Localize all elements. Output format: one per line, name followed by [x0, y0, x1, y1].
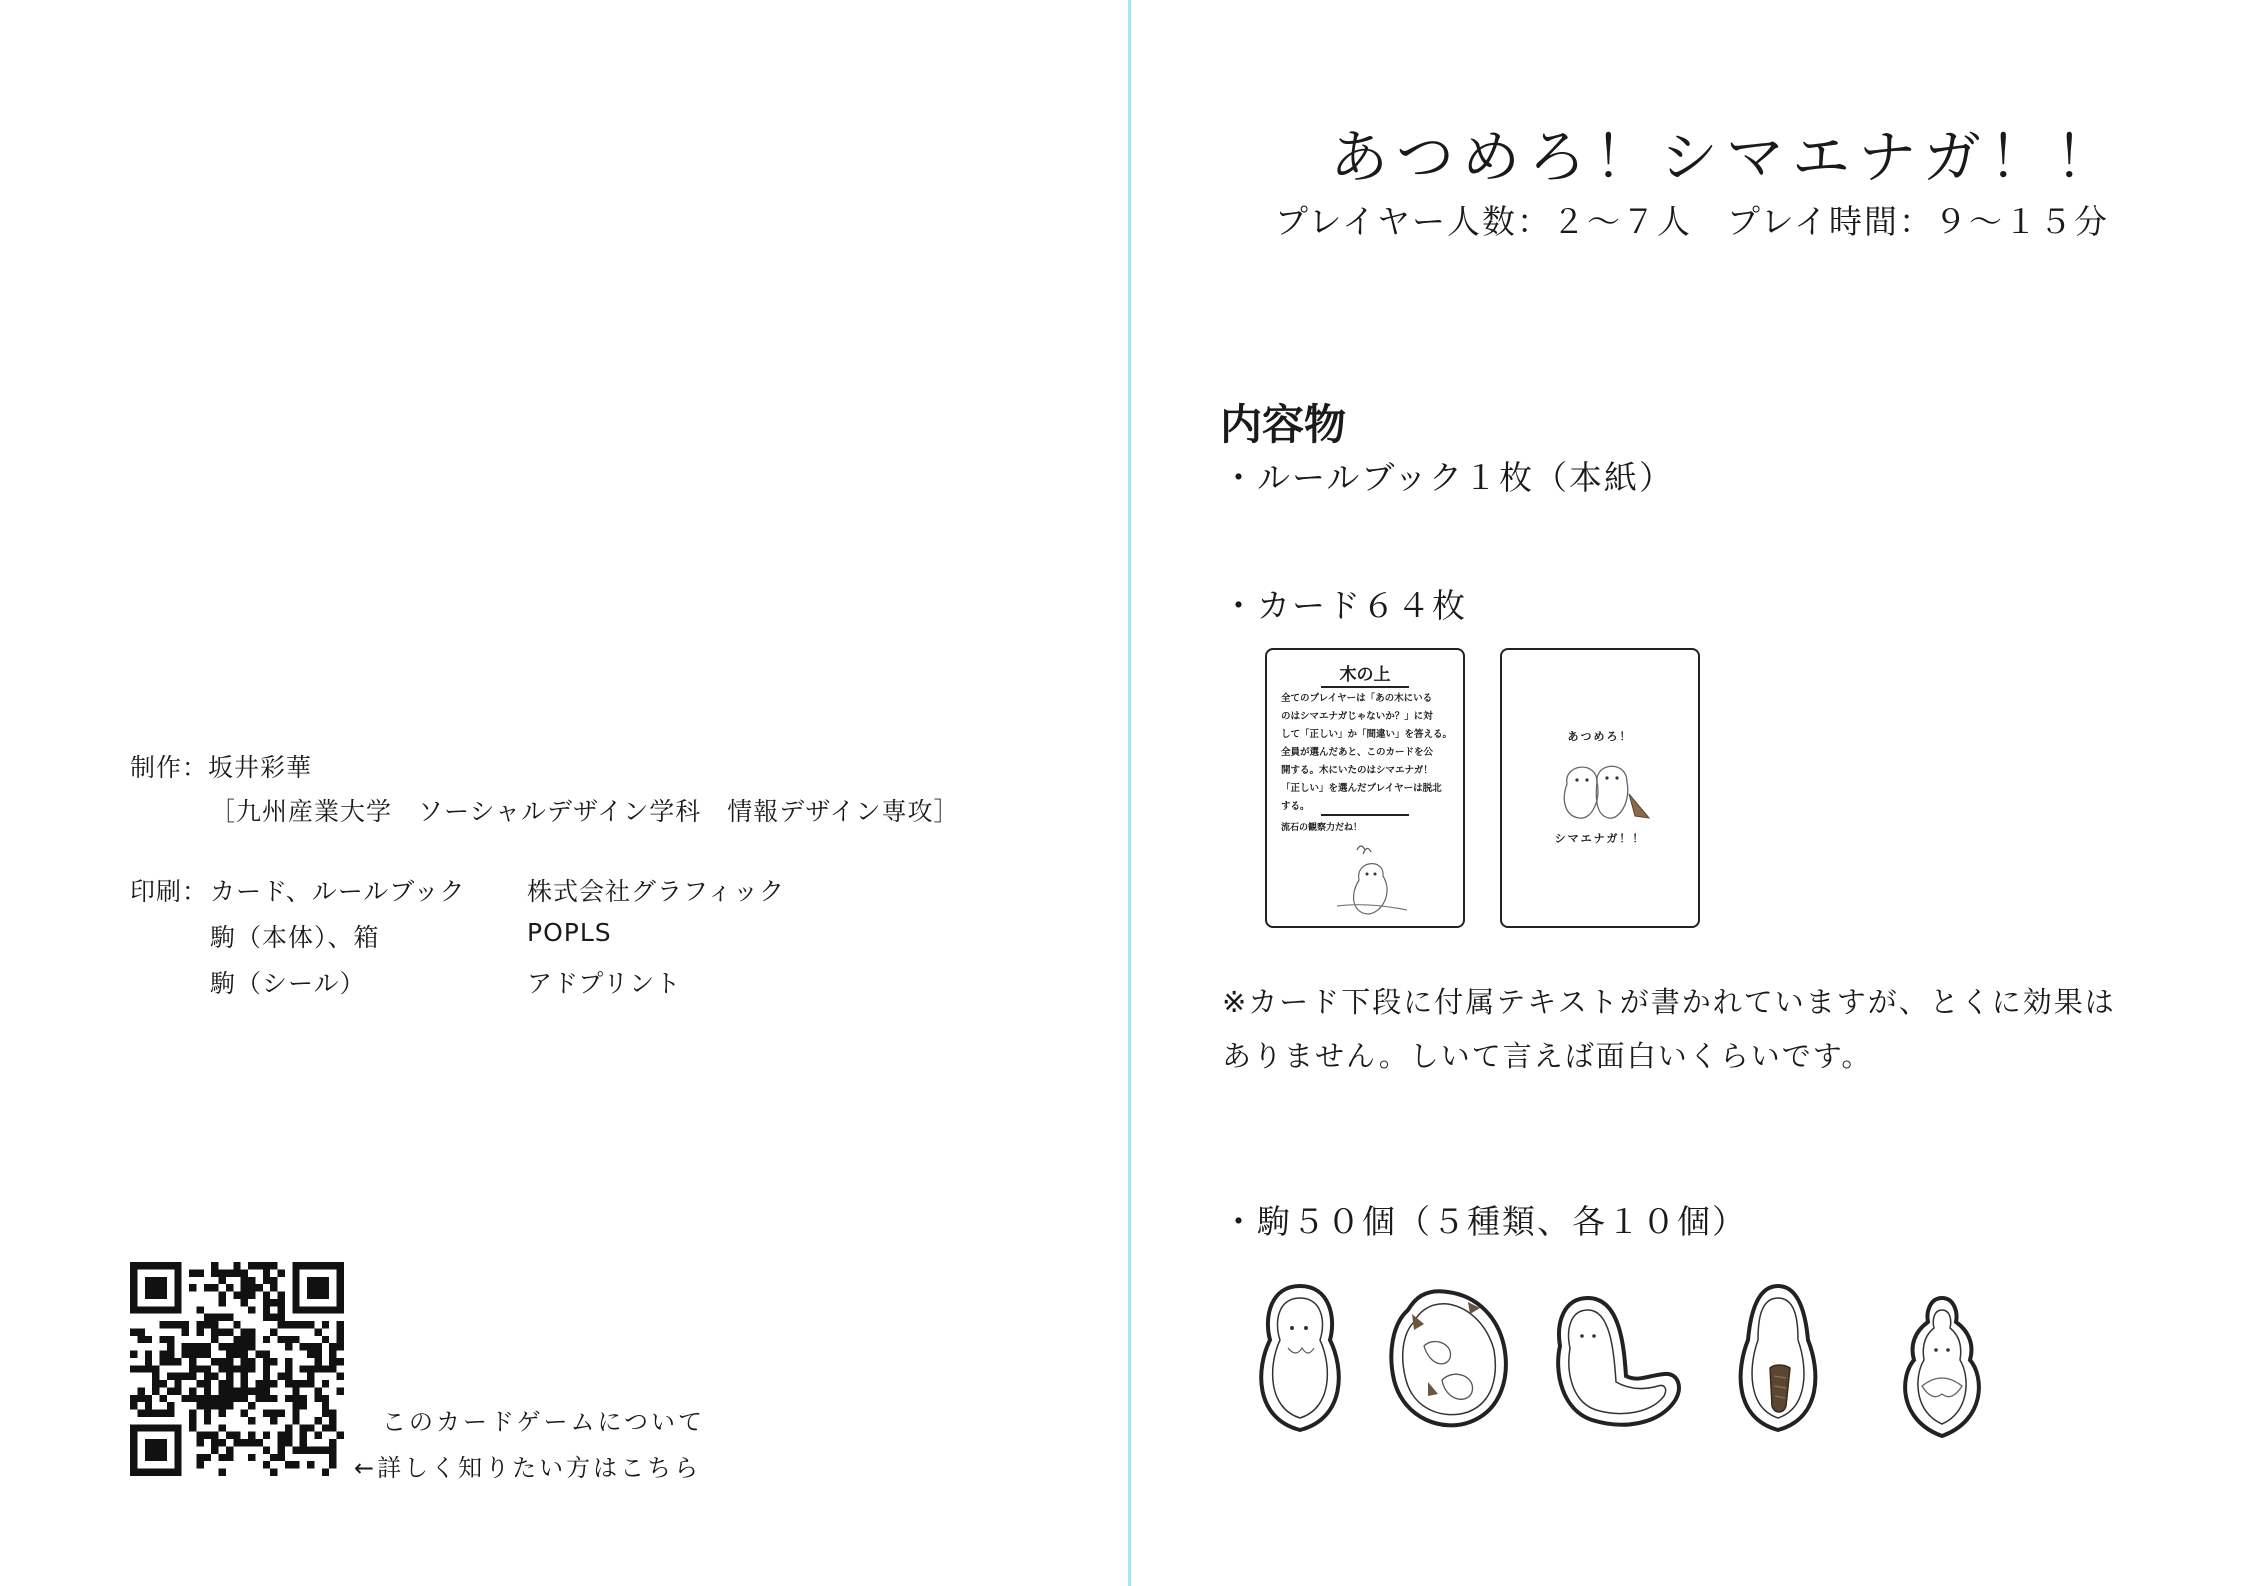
- qr-code-icon[interactable]: [130, 1262, 344, 1476]
- card-body-line: 全員が選んだあと、このカードを公: [1281, 747, 1434, 758]
- piece-seed-icon: [1728, 1278, 1828, 1438]
- item-rulebook: ・ルールブック１枚（本紙）: [1222, 458, 1675, 497]
- print-item-3: 駒（シール）: [210, 969, 366, 998]
- card-front-rule: [1321, 814, 1409, 816]
- card-back-top-text: あつめろ！: [1567, 730, 1633, 743]
- card-front-title-rule: [1321, 686, 1409, 688]
- production-name: 坂井彩華: [208, 753, 313, 782]
- two-birds-icon: [1557, 754, 1657, 826]
- bird-on-branch-icon: [1337, 840, 1407, 920]
- card-front: [1265, 648, 1465, 928]
- card-body-line: のはシマエナガじゃないか？」に対: [1281, 711, 1433, 722]
- page-divider: [1128, 0, 1131, 1586]
- production-affiliation: ［九州産業大学 ソーシャルデザイン学科 情報デザイン専攻］: [210, 797, 960, 826]
- print-item-1: カード、ルールブック: [210, 877, 466, 906]
- card-body-line: して「正しい」か「間違い」を答える。: [1281, 729, 1453, 740]
- production-label: 制作：: [130, 753, 209, 782]
- qr-caption-line2: ←詳しく知りたい方はこちら: [354, 1454, 702, 1482]
- piece-round-icon: [1384, 1284, 1512, 1434]
- card-body-line: 全てのプレイヤーは「あの木にいる: [1281, 693, 1433, 704]
- print-vendor-1: 株式会社グラフィック: [527, 877, 786, 906]
- card-body-line: 「正しい」を選んだプレイヤーは脱北: [1281, 783, 1442, 794]
- contents-heading: 内容物: [1220, 400, 1347, 449]
- card-back-bottom-text: シマエナガ！！: [1554, 832, 1646, 845]
- card-front-footer: 流石の観察力だね！: [1281, 823, 1363, 833]
- game-subtitle: プレイヤー人数：２～７人 プレイ時間：９～１５分: [1275, 202, 2110, 241]
- piece-flower-icon: [1892, 1290, 1992, 1444]
- print-vendor-3: アドプリント: [527, 969, 682, 998]
- card-note-line1: ※カード下段に付属テキストが書かれていますが、とくに効果は: [1222, 985, 2116, 1019]
- qr-caption-line1: このカードゲームについて: [382, 1408, 706, 1436]
- piece-bird-icon: [1250, 1278, 1350, 1438]
- print-label: 印刷：: [130, 877, 209, 906]
- piece-long-bird-icon: [1548, 1290, 1688, 1432]
- card-note-line2: ありません。しいて言えば面白いくらいです。: [1222, 1039, 1873, 1073]
- item-pieces: ・駒５０個（５種類、各１０個）: [1222, 1202, 1747, 1241]
- print-vendor-2: POPLS: [527, 918, 612, 947]
- card-body-line: 開する。木にいたのはシマエナガ！: [1281, 765, 1433, 776]
- game-title: あつめろ！シマエナガ！！: [1330, 123, 2121, 191]
- card-front-body: [1281, 690, 1453, 816]
- item-cards: ・カード６４枚: [1222, 586, 1467, 625]
- card-front-title: 木の上: [1339, 665, 1391, 685]
- print-item-2: 駒（本体）、箱: [210, 923, 380, 952]
- card-body-line: する。: [1281, 801, 1310, 812]
- production-credit: [130, 748, 312, 784]
- card-back: [1500, 648, 1700, 928]
